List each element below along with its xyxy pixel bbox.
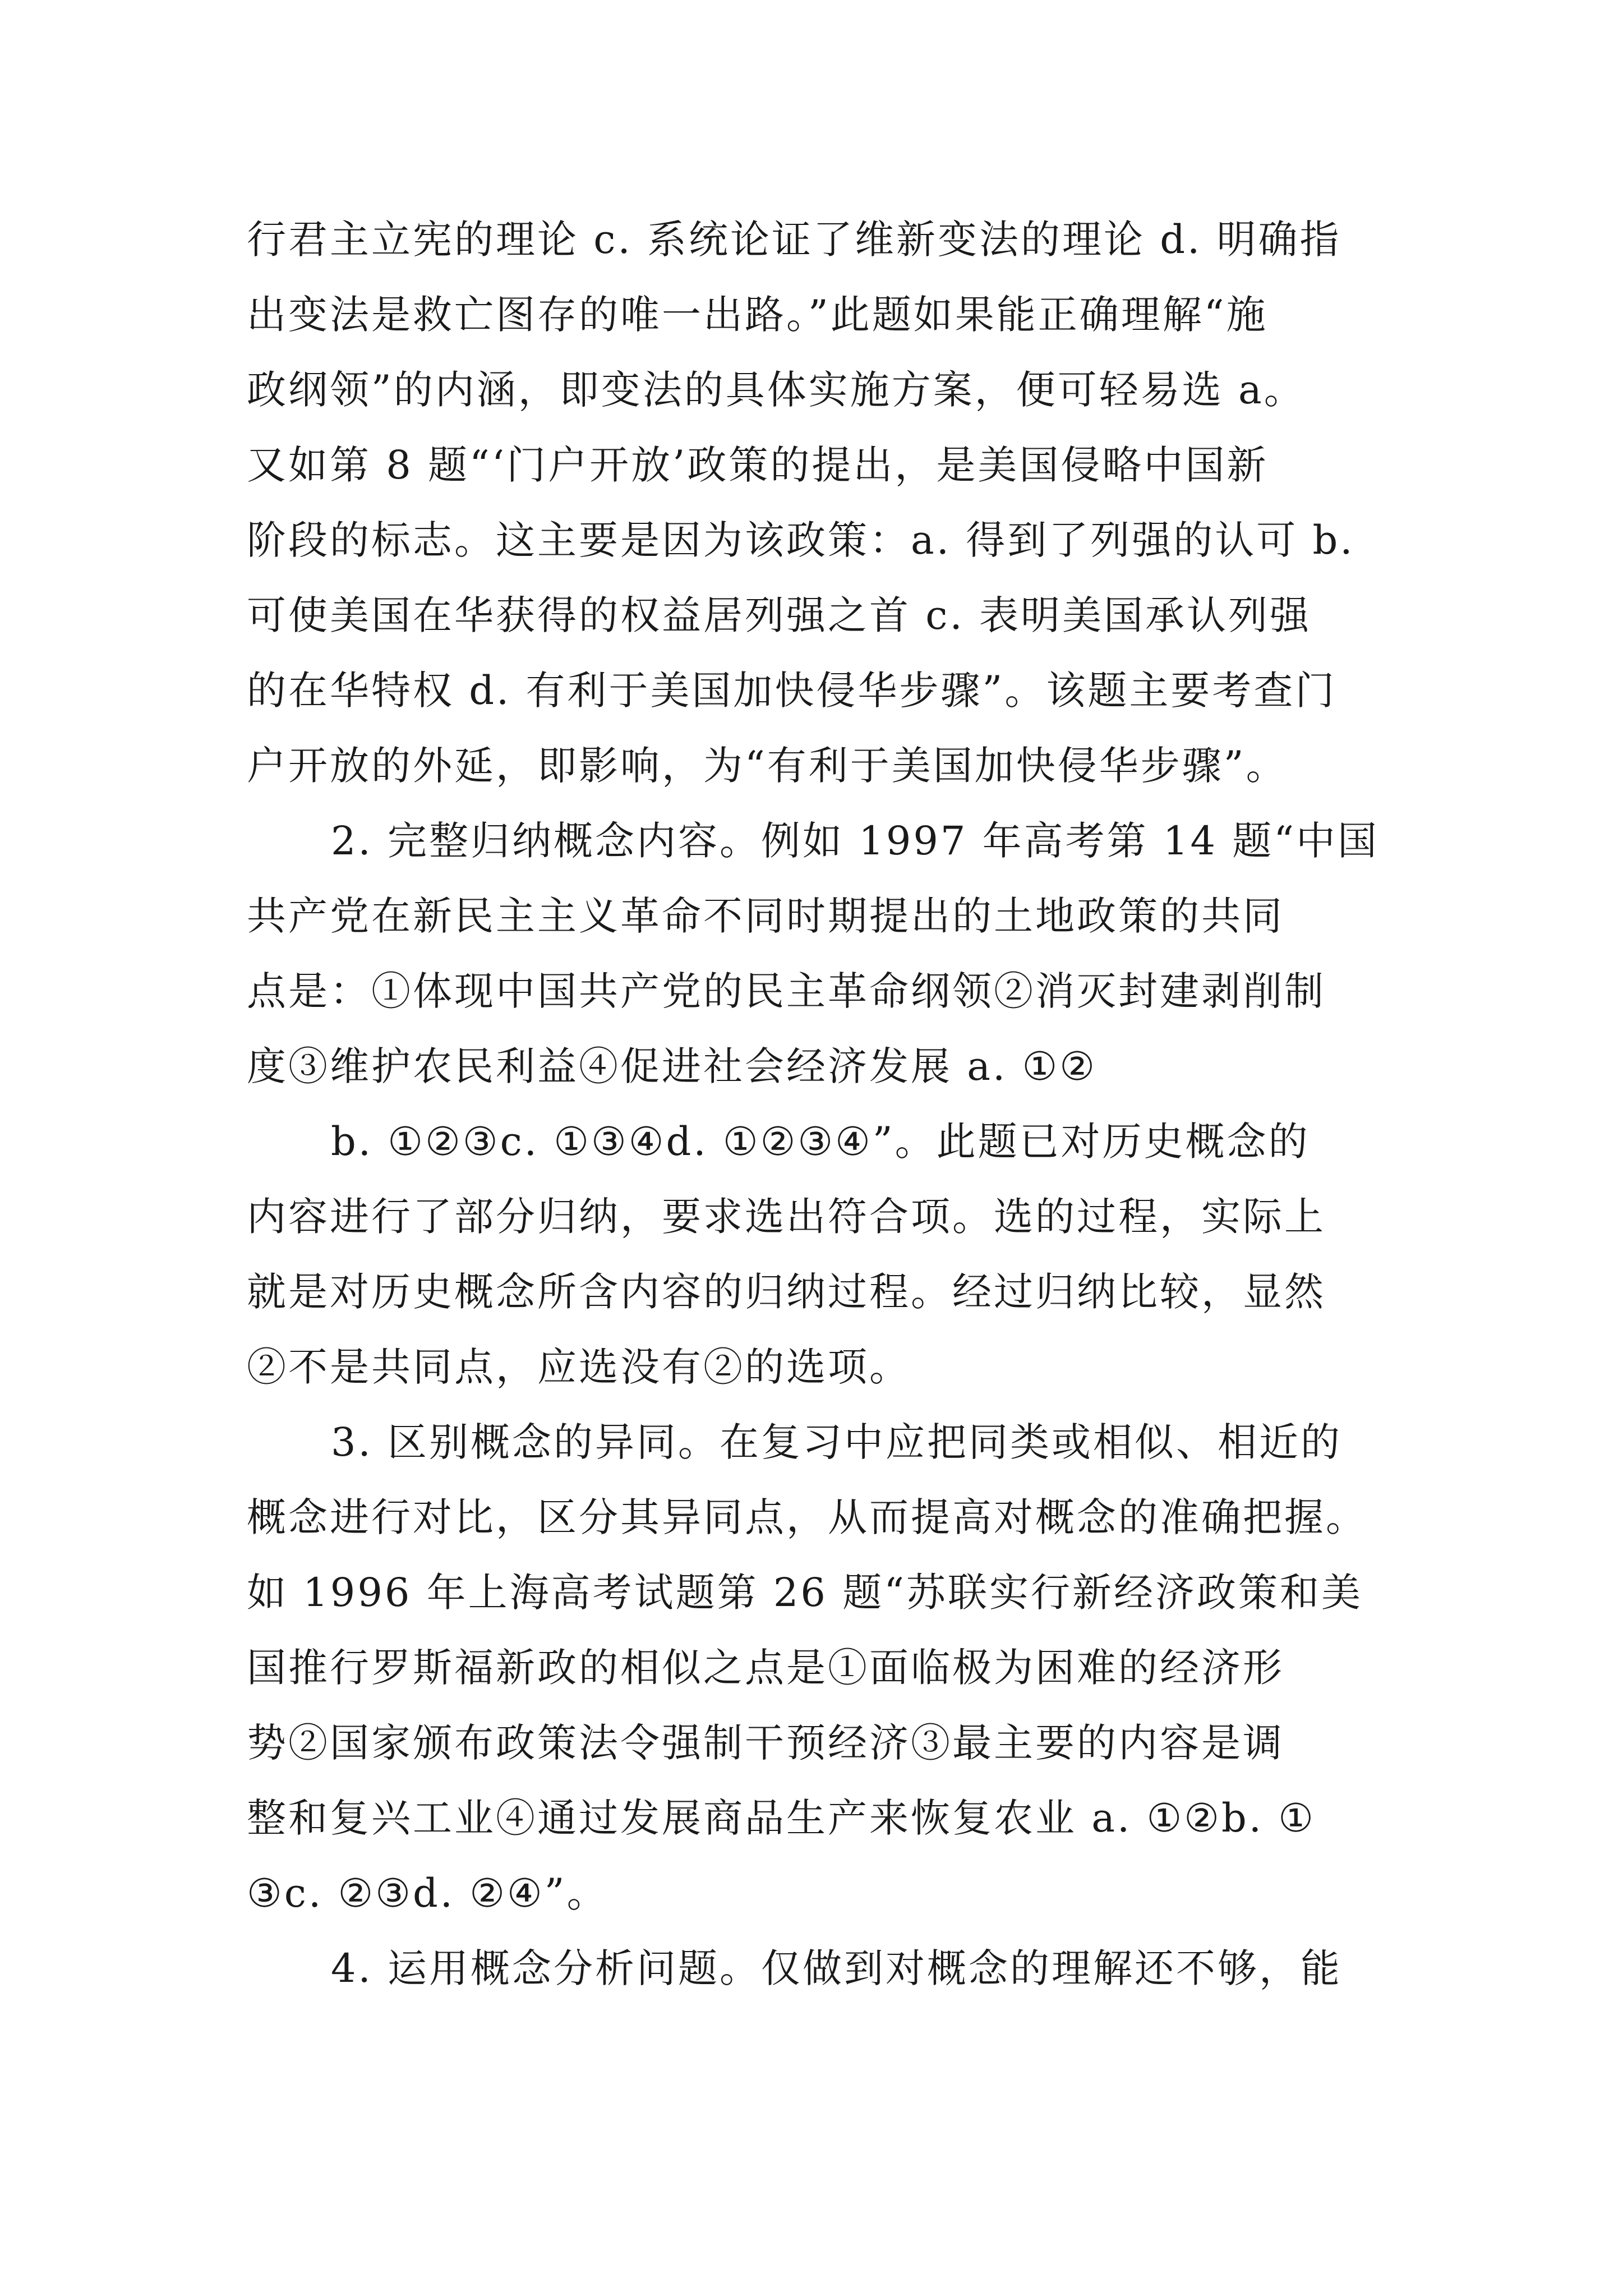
document-body: [247, 202, 1385, 2006]
text-line: 政纲领”的内涵，即变法的具体实施方案，便可轻易选 a。: [247, 367, 1306, 413]
text-line: 出变法是救亡图存的唯一出路。”此题如果能正确理解“施: [247, 292, 1268, 338]
text-line: 就是对历史概念所含内容的归纳过程。经过归纳比较，显然: [247, 1269, 1326, 1315]
paragraph-start-4: 4. 运用概念分析问题。仅做到对概念的理解还不够，能: [331, 1945, 1343, 1991]
text-line: 整和复兴工业④通过发展商品生产来恢复农业 a. ①②b. ①: [247, 1795, 1316, 1841]
text-line: 户开放的外延，即影响，为“有利于美国加快侵华步骤”。: [247, 743, 1288, 789]
text-line: 概念进行对比，区分其异同点，从而提高对概念的准确把握。: [247, 1494, 1367, 1540]
text-line: 的在华特权 d. 有利于美国加快侵华步骤”。该题主要考查门: [247, 668, 1337, 714]
text-line: 内容进行了部分归纳，要求选出符合项。选的过程，实际上: [247, 1194, 1326, 1240]
text-line: b. ①②③c. ①③④d. ①②③④”。此题已对历史概念的: [331, 1119, 1310, 1165]
text-line: 国推行罗斯福新政的相似之点是①面临极为困难的经济形: [247, 1645, 1284, 1691]
text-line: 行君主立宪的理论 c. 系统论证了维新变法的理论 d. 明确指: [247, 217, 1341, 263]
text-line: 可使美国在华获得的权益居列强之首 c. 表明美国承认列强: [247, 592, 1311, 638]
text-line: ③c. ②③d. ②④”。: [247, 1870, 608, 1916]
text-line: 阶段的标志。这主要是因为该政策：a. 得到了列强的认可 b.: [247, 517, 1355, 563]
text-line: 度③维护农民利益④促进社会经济发展 a. ①②: [247, 1043, 1097, 1089]
paragraph-start-3: 3. 区别概念的异同。在复习中应把同类或相似、相近的: [331, 1419, 1343, 1465]
text-line: 又如第 8 题“‘门户开放’政策的提出，是美国侵略中国新: [247, 442, 1269, 488]
text-line: ②不是共同点，应选没有②的选项。: [247, 1344, 911, 1390]
text-line: 如 1996 年上海高考试题第 26 题“苏联实行新经济政策和美: [247, 1570, 1363, 1616]
text-line: 点是：①体现中国共产党的民主革命纲领②消灭封建剥削制: [247, 968, 1326, 1014]
text-line: 势②国家颁布政策法令强制干预经济③最主要的内容是调: [247, 1720, 1284, 1766]
paragraph-start-2: 2. 完整归纳概念内容。例如 1997 年高考第 14 题“中国: [331, 818, 1380, 864]
text-line: 共产党在新民主主义革命不同时期提出的土地政策的共同: [247, 893, 1284, 939]
